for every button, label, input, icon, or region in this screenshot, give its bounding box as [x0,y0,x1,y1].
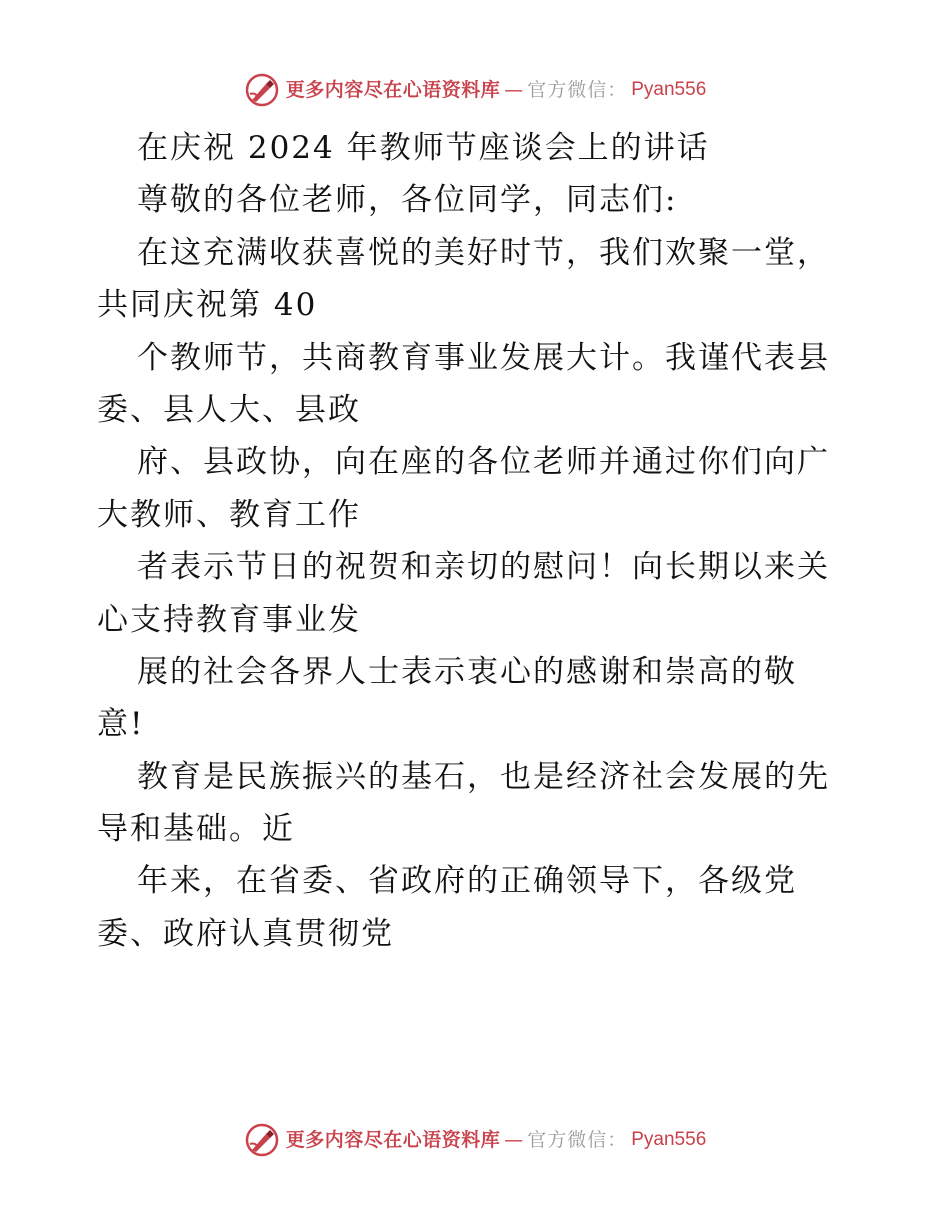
banner-dash: — [504,1129,524,1151]
body-line: 府、县政协，向在座的各位老师并通过你们向广 [137,444,830,481]
banner-wechat-handle: Pyan556 [631,1129,707,1150]
body-line: 教育是民族振兴的基石，也是经济社会发展的先 [137,758,830,795]
document-body [97,122,897,960]
body-line: 年来，在省委、省政府的正确领导下，各级党 [137,863,797,900]
body-line: 共同庆祝第 40 [97,287,318,324]
banner-brand-text: 更多内容尽在心语资料库 [285,1129,501,1151]
body-line: 意! [97,706,145,743]
footer-watermark [0,1120,950,1160]
body-line: 导和基础。近 [97,811,295,848]
banner-wechat-label: 官方微信： [527,1129,628,1151]
document-title: 在庆祝 2024 年教师节座谈会上的讲话 [137,130,710,166]
body-line: 心支持教育事业发 [97,601,361,638]
body-line: 委、县人大、县政 [97,391,361,428]
header-watermark [0,70,950,110]
body-line: 在这充满收获喜悦的美好时节，我们欢聚一堂， [137,234,830,271]
salutation: 尊敬的各位老师，各位同学，同志们: [137,182,678,219]
body-line: 委、政府认真贯彻党 [97,915,394,952]
pen-logo-icon [244,1122,280,1158]
banner-wechat-handle: Pyan556 [631,79,707,100]
banner-brand-text: 更多内容尽在心语资料库 [285,79,501,101]
banner-dash: — [504,79,524,101]
body-line: 者表示节日的祝贺和亲切的慰问！向长期以来关 [137,549,830,586]
pen-logo-icon [244,72,280,108]
body-line: 展的社会各界人士表示衷心的感谢和崇高的敬 [137,653,797,690]
body-line: 大教师、教育工作 [97,496,361,533]
body-line: 个教师节，共商教育事业发展大计。我谨代表县 [137,339,830,376]
banner-wechat-label: 官方微信： [527,79,628,101]
